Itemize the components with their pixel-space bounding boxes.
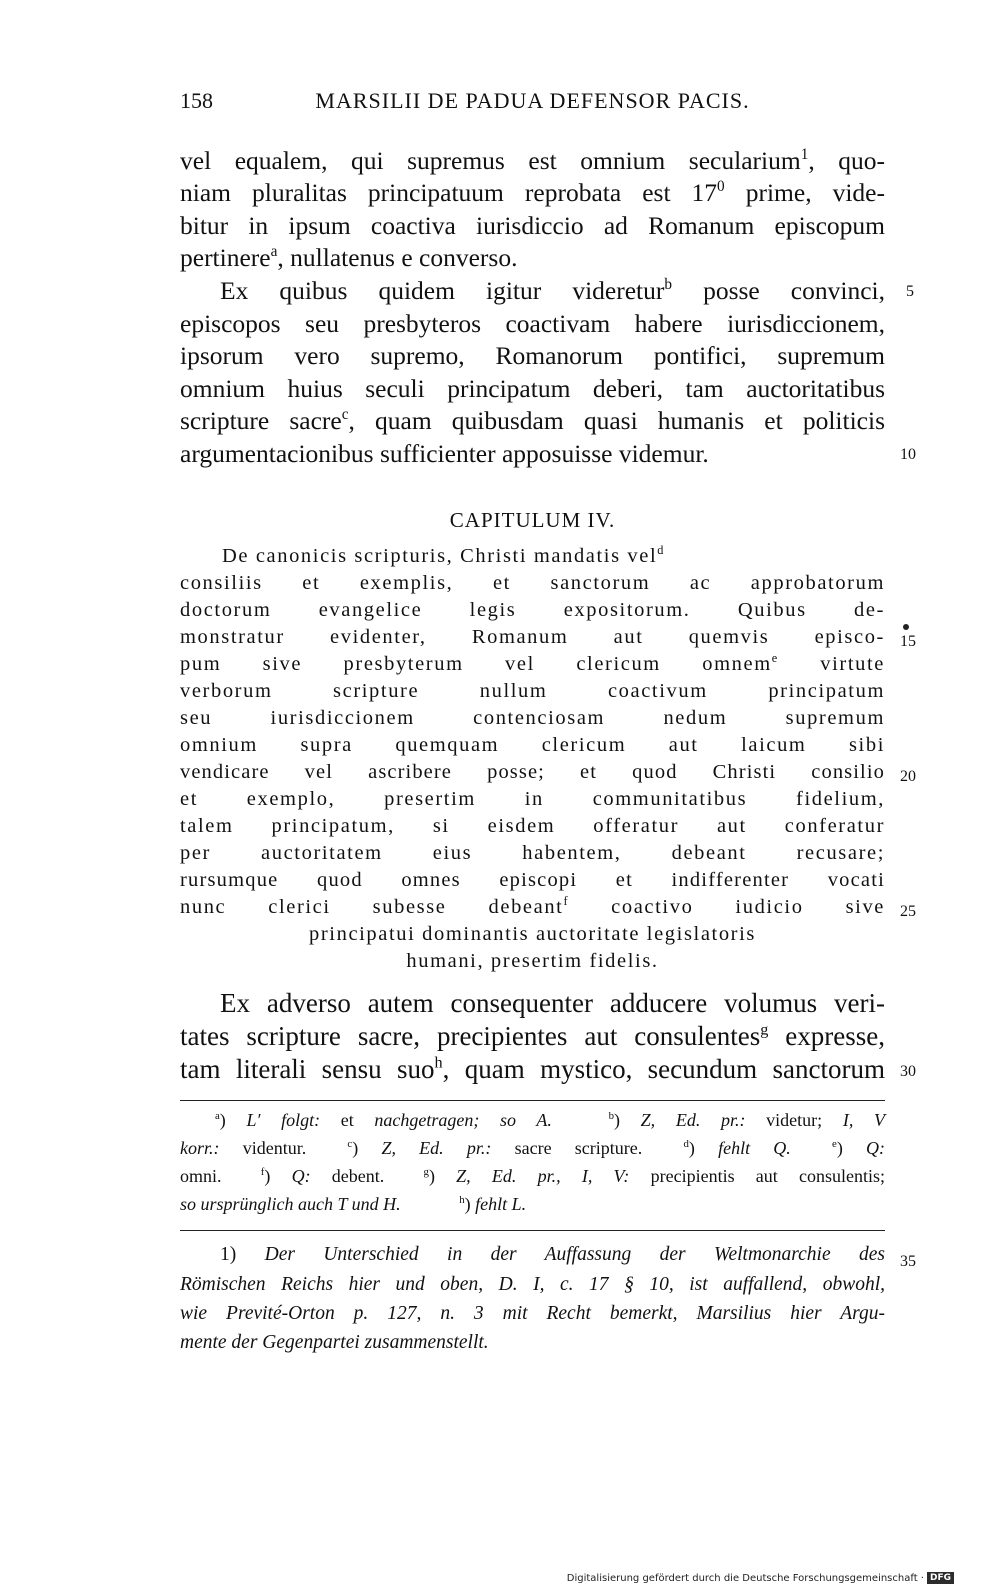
summary-line: doctorum evangelice legis expositorum. Quibus de- — [180, 599, 885, 621]
body-line: ipsorum vero supremo, Romanorum pontifici, supremum — [180, 341, 885, 370]
line-number: 20 — [900, 768, 916, 785]
running-head — [180, 88, 885, 122]
line-number: 5 — [906, 283, 914, 300]
body-line: Ex quibus quidem igitur videretur$^b$ posse convinci, — [220, 276, 885, 305]
footnote-marker: 1) — [220, 1244, 237, 1265]
line-number: 10 — [900, 446, 916, 463]
summary-line: consiliis et exemplis, et sanctorum ac approbatorum — [180, 572, 885, 594]
digitization-credit — [567, 1572, 954, 1584]
summary-line: seu iurisdiccionem contenciosam nedum supremum — [180, 707, 885, 729]
summary-line: monstratur evidenter, Romanum aut quemvis episco- — [180, 626, 885, 648]
body-line: tam literali sensu suo$^h$, quam mystico, secundum sanctorum — [180, 1053, 885, 1084]
footnote-line: mente der Gegenpartei zusammenstellt. — [180, 1332, 489, 1353]
body-line: scripture sacre$^c$, quam quibusdam quasi humanis et politicis — [180, 406, 885, 435]
line-number: 15 — [900, 633, 916, 650]
apparatus-rule — [180, 1100, 885, 1101]
summary-line: nunc clerici subesse debeant$^f$ coactivo iudicio sive — [180, 894, 885, 918]
footnote-line: Römischen Reichs hier und oben, D. I, c. 17 § 10, ist auffallend, obwohl, — [180, 1274, 885, 1295]
body-line: bitur in ipsum coactiva iurisdiccio ad Romanum episcopum — [180, 211, 885, 240]
running-title: MARSILII DE PADUA DEFENSOR PACIS. — [315, 88, 750, 113]
line-number: 30 — [900, 1063, 916, 1080]
footnote-rule — [180, 1230, 885, 1231]
body-line: argumentacionibus sufficienter apposuisse videmur. — [180, 439, 709, 468]
credit-text: Digitalisierung gefördert durch die Deutsche Forschungsgemeinschaft · — [566, 1572, 924, 1584]
page-number: 158 — [180, 88, 213, 113]
summary-line: per auctoritatem eius habentem, debeant recusare; — [180, 842, 885, 864]
summary-line: talem principatum, si eisdem offeratur aut conferatur — [180, 815, 885, 837]
body-line: vel equalem, qui supremus est omnium secularium$^1$, quo- — [180, 146, 886, 175]
body-line: omnium huius seculi principatum deberi, tam auctoritatibus — [180, 374, 885, 403]
summary-line: rursumque quod omnes episcopi et indifferenter vocati — [180, 869, 885, 891]
margin-dot — [903, 624, 909, 630]
footnote-line: 1) Der Unterschied in der Auffassung der Weltmonarchie des — [220, 1244, 886, 1265]
summary-line: De canonicis scripturis, Christi mandatis vel$^d$ — [222, 543, 665, 567]
summary-line: et exemplo, presertim in communitatibus fidelium, — [180, 788, 885, 810]
body-line: niam pluralitas principatuum reprobata est $17^0$ prime, vide- — [180, 178, 885, 207]
summary-line: omnium supra quemquam clericum aut laicum sibi — [180, 734, 885, 756]
body-line: episcopos seu presbyteros coactivam habere iurisdiccionem, — [180, 309, 885, 338]
line-number: 35 — [900, 1253, 916, 1270]
apparatus-line: $^a$) L′ folgt: et nachgetragen; so A. $^b$) Z, Ed. pr.: videtur; I, V — [215, 1109, 886, 1130]
dfg-logo: DFG — [927, 1572, 954, 1584]
summary-line: verborum scripture nullum coactivum principatum — [180, 680, 885, 702]
summary-line: vendicare vel ascribere posse; et quod Christi consilio — [180, 761, 885, 783]
summary-line: humani, presertim fidelis. — [406, 950, 659, 972]
line-number: 25 — [900, 903, 916, 920]
body-line: Ex adverso autem consequenter adducere volumus veri- — [220, 988, 885, 1018]
apparatus-line: so ursprünglich auch T und H. $^h$) fehlt L. — [180, 1193, 527, 1214]
summary-line: pum sive presbyterum vel clericum omnem$^e$ virtute — [180, 651, 885, 675]
apparatus-line: korr.: videntur. $^c$) Z, Ed. pr.: sacre scripture. $^d$) fehlt Q. $^e$) Q: — [180, 1137, 886, 1158]
body-line: pertinere$^a$, nullatenus e converso. — [180, 243, 518, 272]
apparatus-line: omni. $^f$) Q: debent. $^g$) Z, Ed. pr., I, V: precipientis aut consulentis; — [180, 1165, 886, 1186]
body-line: tates scripture sacre, precipientes aut consulentes$^g$ expresse, — [180, 1020, 885, 1051]
summary-line: principatui dominantis auctoritate legislatoris — [309, 923, 756, 945]
chapter-title: CAPITULUM IV. — [449, 508, 616, 532]
footnote-line: wie Previté-Orton p. 127, n. 3 mit Recht bemerkt, Marsilius hier Argu- — [180, 1303, 885, 1324]
